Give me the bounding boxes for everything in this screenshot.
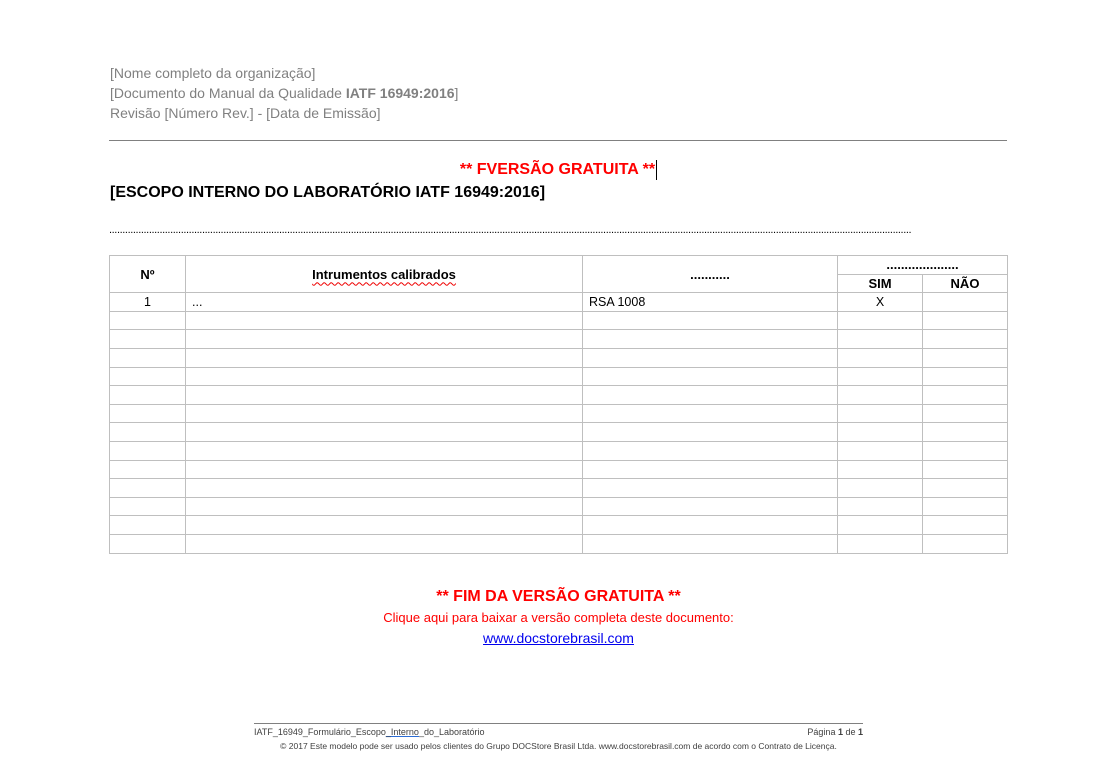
table-cell[interactable]	[838, 423, 923, 442]
table-cell[interactable]	[838, 348, 923, 367]
organization-name: [Nome completo da organização]	[110, 65, 316, 81]
table-row	[110, 441, 1008, 460]
table-row	[110, 423, 1008, 442]
table-cell[interactable]: ...	[186, 293, 583, 312]
table-cell[interactable]	[583, 386, 838, 405]
table-row	[110, 460, 1008, 479]
table-row	[110, 534, 1008, 553]
table-cell[interactable]	[838, 441, 923, 460]
table-row	[110, 386, 1008, 405]
table-cell[interactable]	[838, 479, 923, 498]
table-row	[110, 479, 1008, 498]
table-cell[interactable]	[583, 441, 838, 460]
table-cell[interactable]	[186, 404, 583, 423]
filename-part: _Interno	[385, 727, 419, 737]
table-cell[interactable]: 1	[110, 293, 186, 312]
table-cell[interactable]	[923, 293, 1008, 312]
doc-suffix: ]	[454, 85, 459, 101]
table-cell[interactable]	[583, 311, 838, 330]
table-cell[interactable]	[186, 516, 583, 535]
revision-line: Revisão [Número Rev.] - [Data de Emissão]	[110, 105, 381, 121]
table-cell[interactable]	[838, 311, 923, 330]
table-cell[interactable]	[838, 386, 923, 405]
table-cell[interactable]	[583, 423, 838, 442]
table-cell[interactable]	[583, 367, 838, 386]
header-nao: NÃO	[923, 274, 1008, 293]
table-cell[interactable]	[838, 367, 923, 386]
end-free-version-title: ** FIM DA VERSÃO GRATUITA **	[436, 588, 681, 605]
table-cell[interactable]	[838, 497, 923, 516]
table-cell[interactable]	[838, 404, 923, 423]
table-cell[interactable]	[186, 460, 583, 479]
page-total: 1	[857, 727, 863, 737]
header-group: ....................	[838, 256, 1008, 275]
table-cell[interactable]	[583, 479, 838, 498]
instruments-table	[109, 255, 1008, 554]
table-cell[interactable]	[923, 479, 1008, 498]
filename-part: IATF_16949_Formulário_Escopo	[254, 727, 386, 737]
table-cell[interactable]: X	[838, 293, 923, 312]
dotted-line: ..............................................................................................................................................................................................................................................................................................................	[109, 224, 912, 236]
table-row	[110, 404, 1008, 423]
header-divider	[109, 140, 1007, 141]
copyright: © 2017 Este modelo pode ser usado pelos clientes do Grupo DOCStore Brasil Ltda. www.docstorebrasil.com de acordo com o Contrato de Licença.	[280, 741, 837, 751]
table-cell[interactable]: RSA 1008	[583, 293, 838, 312]
header-instruments	[186, 256, 583, 293]
table-cell[interactable]	[186, 534, 583, 553]
table-row	[110, 348, 1008, 367]
doc-standard: IATF 16949:2016	[345, 85, 455, 101]
table-row	[110, 293, 1008, 312]
header-col3: ...........	[583, 256, 838, 293]
table-cell[interactable]	[110, 423, 186, 442]
table-cell[interactable]	[923, 311, 1008, 330]
table-cell[interactable]	[186, 497, 583, 516]
table-cell[interactable]	[186, 348, 583, 367]
page-mid: de	[842, 727, 858, 737]
table-cell[interactable]	[583, 348, 838, 367]
table-cell[interactable]	[110, 348, 186, 367]
banner-text: ** FVERSÃO GRATUITA **	[459, 161, 656, 179]
free-version-banner	[0, 160, 1117, 180]
table-cell[interactable]	[583, 330, 838, 349]
table-cell[interactable]	[186, 311, 583, 330]
doc-prefix: [Documento do Manual da Qualidade	[110, 85, 346, 101]
table-cell[interactable]	[186, 441, 583, 460]
table-cell[interactable]	[923, 460, 1008, 479]
table-cell[interactable]	[583, 460, 838, 479]
table-cell[interactable]	[110, 497, 186, 516]
table-cell[interactable]	[923, 516, 1008, 535]
table-cell[interactable]	[923, 441, 1008, 460]
document-line	[110, 83, 458, 103]
header-instruments-label: Intrumentos calibrados	[312, 266, 456, 282]
header-sim: SIM	[838, 274, 923, 293]
table-cell[interactable]	[186, 386, 583, 405]
download-text: Clique aqui para baixar a versão completa deste documento:	[383, 610, 734, 625]
table-cell[interactable]	[186, 479, 583, 498]
table-row	[110, 516, 1008, 535]
table-cell[interactable]	[838, 516, 923, 535]
table-cell[interactable]	[110, 367, 186, 386]
table-cell[interactable]	[838, 330, 923, 349]
table-cell[interactable]	[583, 497, 838, 516]
table-row	[110, 497, 1008, 516]
page-number	[807, 727, 863, 737]
header-number: Nº	[110, 256, 186, 293]
footer	[254, 723, 863, 751]
table-cell[interactable]	[923, 423, 1008, 442]
footer-filename	[254, 727, 485, 737]
table-cell[interactable]	[110, 516, 186, 535]
table-row	[110, 367, 1008, 386]
table-cell[interactable]	[583, 404, 838, 423]
text-cursor	[656, 160, 657, 180]
table-cell[interactable]	[110, 404, 186, 423]
table-cell[interactable]	[110, 460, 186, 479]
table-cell[interactable]	[583, 534, 838, 553]
document-title: [ESCOPO INTERNO DO LABORATÓRIO IATF 16949:2016]	[110, 184, 546, 201]
table-cell[interactable]	[110, 441, 186, 460]
download-link[interactable]: www.docstorebrasil.com	[483, 630, 634, 646]
table-cell[interactable]	[923, 348, 1008, 367]
table-cell[interactable]	[583, 516, 838, 535]
page-current: 1	[837, 727, 843, 737]
table-cell[interactable]	[110, 479, 186, 498]
table-row	[110, 330, 1008, 349]
table-cell[interactable]	[923, 404, 1008, 423]
page-prefix: Página	[807, 727, 838, 737]
filename-part: _do_Laboratório	[418, 727, 485, 737]
table-cell[interactable]	[838, 534, 923, 553]
table-cell[interactable]	[186, 423, 583, 442]
table-cell[interactable]	[186, 367, 583, 386]
table-cell[interactable]	[923, 386, 1008, 405]
table-cell[interactable]	[110, 311, 186, 330]
table-cell[interactable]	[838, 460, 923, 479]
table-cell[interactable]	[186, 330, 583, 349]
table-cell[interactable]	[923, 534, 1008, 553]
table-cell[interactable]	[110, 386, 186, 405]
table-row	[110, 311, 1008, 330]
table-cell[interactable]	[923, 330, 1008, 349]
table-cell[interactable]	[110, 534, 186, 553]
table-cell[interactable]	[923, 367, 1008, 386]
table-cell[interactable]	[110, 330, 186, 349]
table-cell[interactable]	[923, 497, 1008, 516]
